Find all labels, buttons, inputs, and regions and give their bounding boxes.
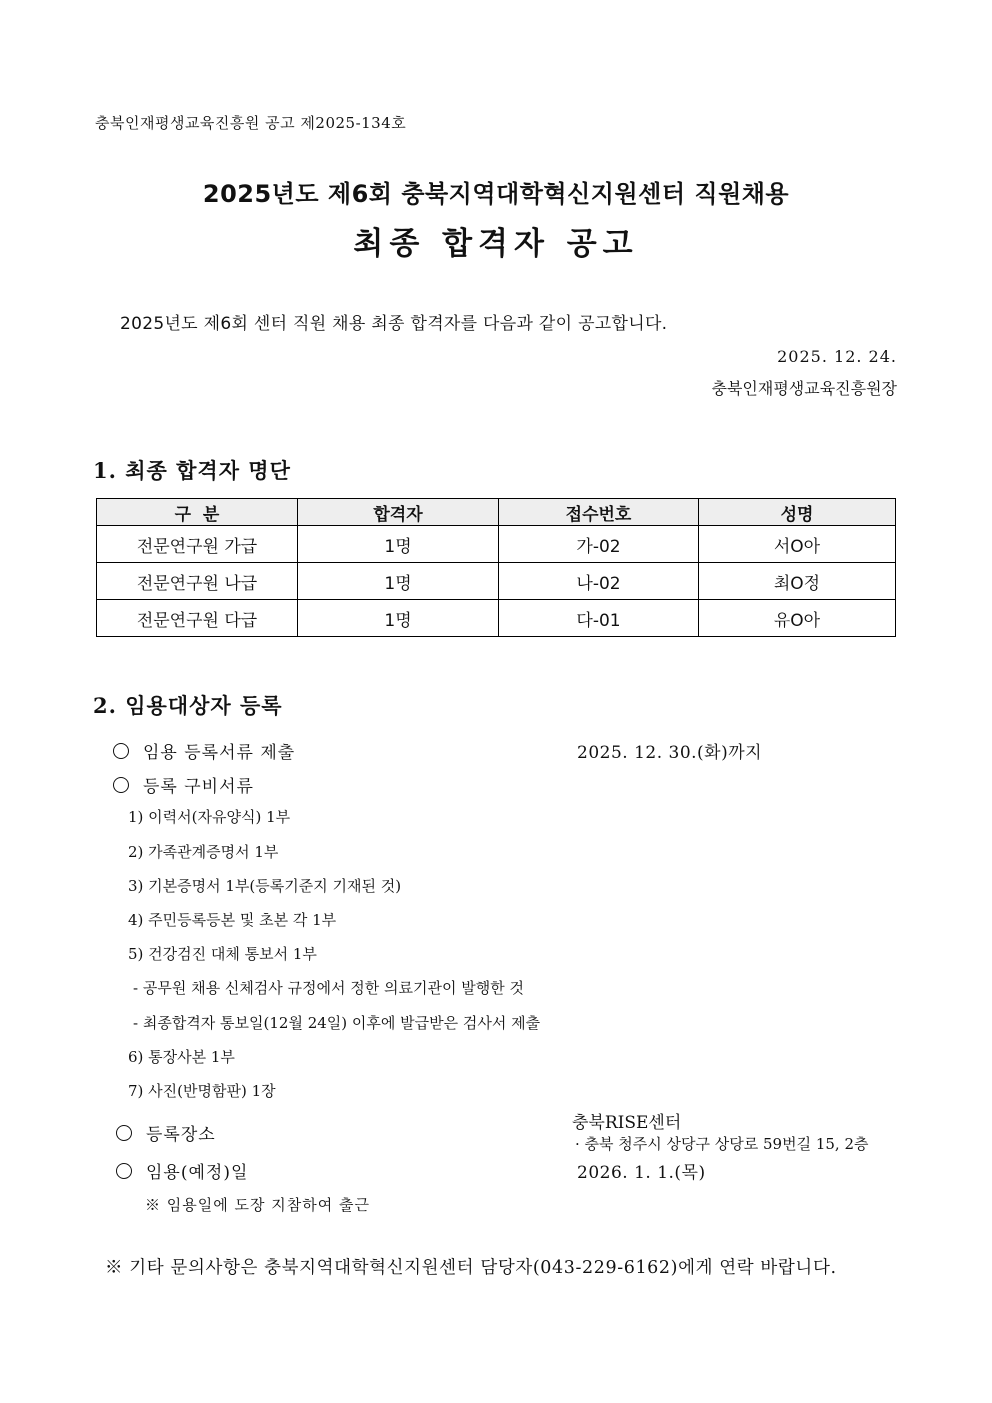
cell-count: 1명	[298, 563, 499, 600]
documents-label: 등록 구비서류	[143, 777, 254, 797]
circle-bullet-icon	[116, 1125, 132, 1141]
cell-name: 유O아	[699, 600, 896, 637]
table-row	[97, 563, 896, 600]
cell-category: 전문연구원 나급	[97, 563, 298, 600]
circle-bullet-icon	[113, 743, 129, 759]
column-header-app-number: 접수번호	[499, 499, 699, 526]
circle-bullet-icon	[113, 777, 129, 793]
document-item: 5) 건강검진 대체 통보서 1부	[128, 945, 317, 963]
cell-app-number: 가-02	[499, 526, 699, 563]
cell-name: 최O정	[699, 563, 896, 600]
document-item: 2) 가족관계증명서 1부	[128, 843, 279, 861]
document-item: 7) 사진(반명함판) 1장	[128, 1082, 276, 1100]
results-table	[96, 498, 896, 637]
document-item: 1) 이력서(자유양식) 1부	[128, 808, 291, 826]
appointment-date: 2026. 1. 1.(목)	[577, 1163, 706, 1183]
appointment-label: 임용(예정)일	[146, 1163, 249, 1183]
cell-category: 전문연구원 다급	[97, 600, 298, 637]
appointment-note: ※ 임용일에 도장 지참하여 출근	[145, 1196, 370, 1214]
circle-bullet-icon	[116, 1163, 132, 1179]
place-name: 충북RISE센터	[572, 1113, 682, 1133]
column-header-category: 구 분	[97, 499, 298, 526]
table-header-row	[97, 499, 896, 526]
bullet-place	[116, 1120, 216, 1145]
submission-deadline: 2025. 12. 30.(화)까지	[577, 743, 763, 763]
notice-number: 충북인재평생교육진흥원 공고 제2025-134호	[95, 114, 407, 132]
cell-category: 전문연구원 가급	[97, 526, 298, 563]
place-address: · 충북 청주시 상당구 상당로 59번길 15, 2층	[575, 1135, 869, 1153]
intro-text: 2025년도 제6회 센터 직원 채용 최종 합격자를 다음과 같이 공고합니다.	[120, 314, 668, 334]
cell-count: 1명	[298, 526, 499, 563]
table-row	[97, 600, 896, 637]
document-subitem: - 공무원 채용 신체검사 규정에서 정한 의료기관이 발행한 것	[133, 979, 524, 997]
cell-app-number: 다-01	[499, 600, 699, 637]
bullet-documents	[113, 772, 254, 797]
announcement-date: 2025. 12. 24.	[777, 347, 897, 366]
cell-name: 서O아	[699, 526, 896, 563]
cell-count: 1명	[298, 600, 499, 637]
bullet-appointment	[116, 1158, 248, 1183]
issuer: 충북인재평생교육진흥원장	[711, 379, 897, 398]
section-heading-registration: 2. 임용대상자 등록	[93, 693, 283, 718]
page-subtitle: 최종 합격자 공고	[353, 226, 639, 262]
section-heading-final-list: 1. 최종 합격자 명단	[93, 458, 291, 483]
table-row	[97, 526, 896, 563]
column-header-count: 합격자	[298, 499, 499, 526]
column-header-name: 성명	[699, 499, 896, 526]
place-label: 등록장소	[146, 1125, 216, 1145]
document-item: 6) 통장사본 1부	[128, 1048, 235, 1066]
document-item: 3) 기본증명서 1부(등록기준지 기재된 것)	[128, 877, 402, 895]
bullet-submission	[113, 738, 295, 763]
cell-app-number: 나-02	[499, 563, 699, 600]
page-title: 2025년도 제6회 충북지역대학혁신지원센터 직원채용	[202, 180, 790, 208]
document-subitem: - 최종합격자 통보일(12월 24일) 이후에 발급받은 검사서 제출	[133, 1014, 541, 1032]
document-item: 4) 주민등록등본 및 초본 각 1부	[128, 911, 337, 929]
submission-label: 임용 등록서류 제출	[143, 743, 296, 763]
contact-footer: ※ 기타 문의사항은 충북지역대학혁신지원센터 담당자(043-229-6162)에게 연락 바랍니다.	[105, 1258, 837, 1278]
